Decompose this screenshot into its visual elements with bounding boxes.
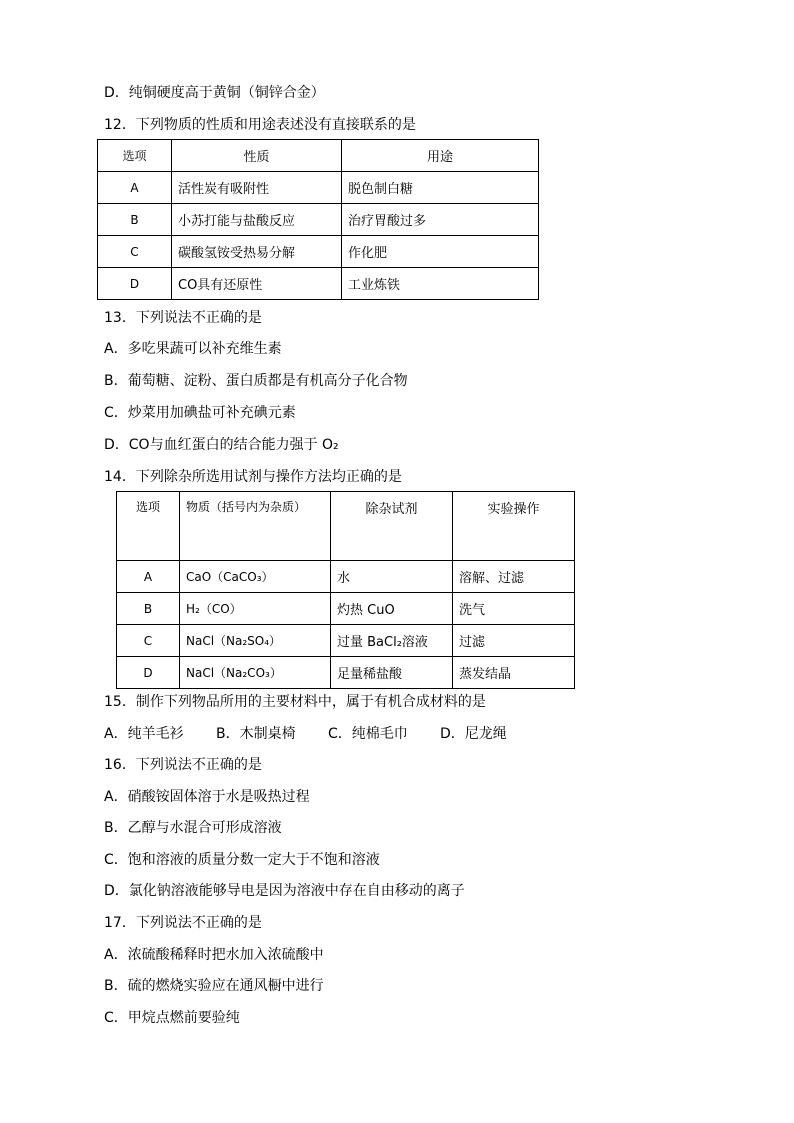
q14-cell-option: B	[117, 593, 180, 625]
q14-cell-operation: 溶解、过滤	[453, 561, 575, 593]
q17-option-b: B．硫的燃烧实验应在通风橱中进行	[104, 978, 324, 994]
q17-option-c: C．甲烷点燃前要验纯	[104, 1010, 240, 1026]
q12-cell-option: D	[98, 268, 172, 300]
q12-cell-property: 碳酸氢铵受热易分解	[172, 236, 342, 268]
q17-option-a: A．浓硫酸稀释时把水加入浓硫酸中	[104, 947, 324, 963]
q14-cell-operation: 过滤	[453, 625, 575, 657]
q14-cell-substance: H₂（CO）	[180, 593, 331, 625]
q14-table	[116, 491, 575, 689]
q12-table	[97, 139, 539, 300]
table-row	[98, 172, 539, 204]
q14-cell-option: C	[117, 625, 180, 657]
q15-option-b: B．木制桌椅	[216, 726, 296, 742]
q15-option-c: C．纯棉毛巾	[328, 726, 408, 742]
q14-cell-option: A	[117, 561, 180, 593]
q16-option-c: C．饱和溶液的质量分数一定大于不饱和溶液	[104, 852, 380, 868]
q14-cell-reagent: 水	[331, 561, 453, 593]
q12-cell-usage: 治疗胃酸过多	[342, 204, 539, 236]
q16-stem: 16．下列说法不正确的是	[104, 757, 262, 773]
q14-stem: 14．下列除杂所选用试剂与操作方法均正确的是	[104, 469, 402, 485]
q15-option-d: D．尼龙绳	[440, 726, 507, 742]
table-row	[98, 268, 539, 300]
q13-option-c: C．炒菜用加碘盐可补充碘元素	[104, 405, 296, 421]
q12-stem: 12．下列物质的性质和用途表述没有直接联系的是	[104, 117, 416, 133]
q14-cell-substance: NaCl（Na₂SO₄）	[180, 625, 331, 657]
q14-cell-reagent: 过量 BaCl₂溶液	[331, 625, 453, 657]
q12-cell-property: CO具有还原性	[172, 268, 342, 300]
q12-header-usage: 用途	[342, 140, 539, 172]
q17-stem: 17．下列说法不正确的是	[104, 915, 262, 931]
q13-option-a: A．多吃果蔬可以补充维生素	[104, 341, 282, 357]
q14-header-substance: 物质（括号内为杂质）	[180, 492, 331, 561]
q14-header-reagent: 除杂试剂	[331, 492, 453, 561]
q12-cell-property: 活性炭有吸附性	[172, 172, 342, 204]
q15-option-a: A．纯羊毛衫	[104, 726, 184, 742]
q14-header-operation: 实验操作	[453, 492, 575, 561]
table-row	[98, 204, 539, 236]
q14-cell-operation: 蒸发结晶	[453, 657, 575, 689]
q11-option-d: D．纯铜硬度高于黄铜（铜锌合金）	[104, 85, 325, 101]
q13-option-d: D．CO与血红蛋白的结合能力强于 O₂	[104, 437, 339, 453]
q16-option-a: A．硝酸铵固体溶于水是吸热过程	[104, 789, 310, 805]
q15-stem: 15．制作下列物品所用的主要材料中，属于有机合成材料的是	[104, 694, 486, 710]
q12-cell-usage: 作化肥	[342, 236, 539, 268]
table-row	[117, 593, 575, 625]
q12-header-property: 性质	[172, 140, 342, 172]
q16-option-b: B．乙醇与水混合可形成溶液	[104, 820, 282, 836]
q12-cell-option: C	[98, 236, 172, 268]
q12-cell-usage: 脱色制白糖	[342, 172, 539, 204]
q14-cell-substance: NaCl（Na₂CO₃）	[180, 657, 331, 689]
q14-cell-operation: 洗气	[453, 593, 575, 625]
q12-cell-option: A	[98, 172, 172, 204]
q14-cell-option: D	[117, 657, 180, 689]
q13-stem: 13．下列说法不正确的是	[104, 310, 262, 326]
q12-cell-property: 小苏打能与盐酸反应	[172, 204, 342, 236]
q14-cell-reagent: 足量稀盐酸	[331, 657, 453, 689]
table-row	[98, 236, 539, 268]
q14-header-option: 选项	[117, 492, 180, 561]
table-row	[117, 657, 575, 689]
table-row	[117, 625, 575, 657]
table-row	[117, 561, 575, 593]
q14-cell-reagent: 灼热 CuO	[331, 593, 453, 625]
q14-cell-substance: CaO（CaCO₃）	[180, 561, 331, 593]
q12-header-row	[98, 140, 539, 172]
q13-option-b: B．葡萄糖、淀粉、蛋白质都是有机高分子化合物	[104, 373, 408, 389]
q12-header-option: 选项	[98, 140, 172, 172]
q12-cell-option: B	[98, 204, 172, 236]
q14-header-row	[117, 492, 575, 561]
q16-option-d: D．氯化钠溶液能够导电是因为溶液中存在自由移动的离子	[104, 883, 465, 899]
q12-cell-usage: 工业炼铁	[342, 268, 539, 300]
